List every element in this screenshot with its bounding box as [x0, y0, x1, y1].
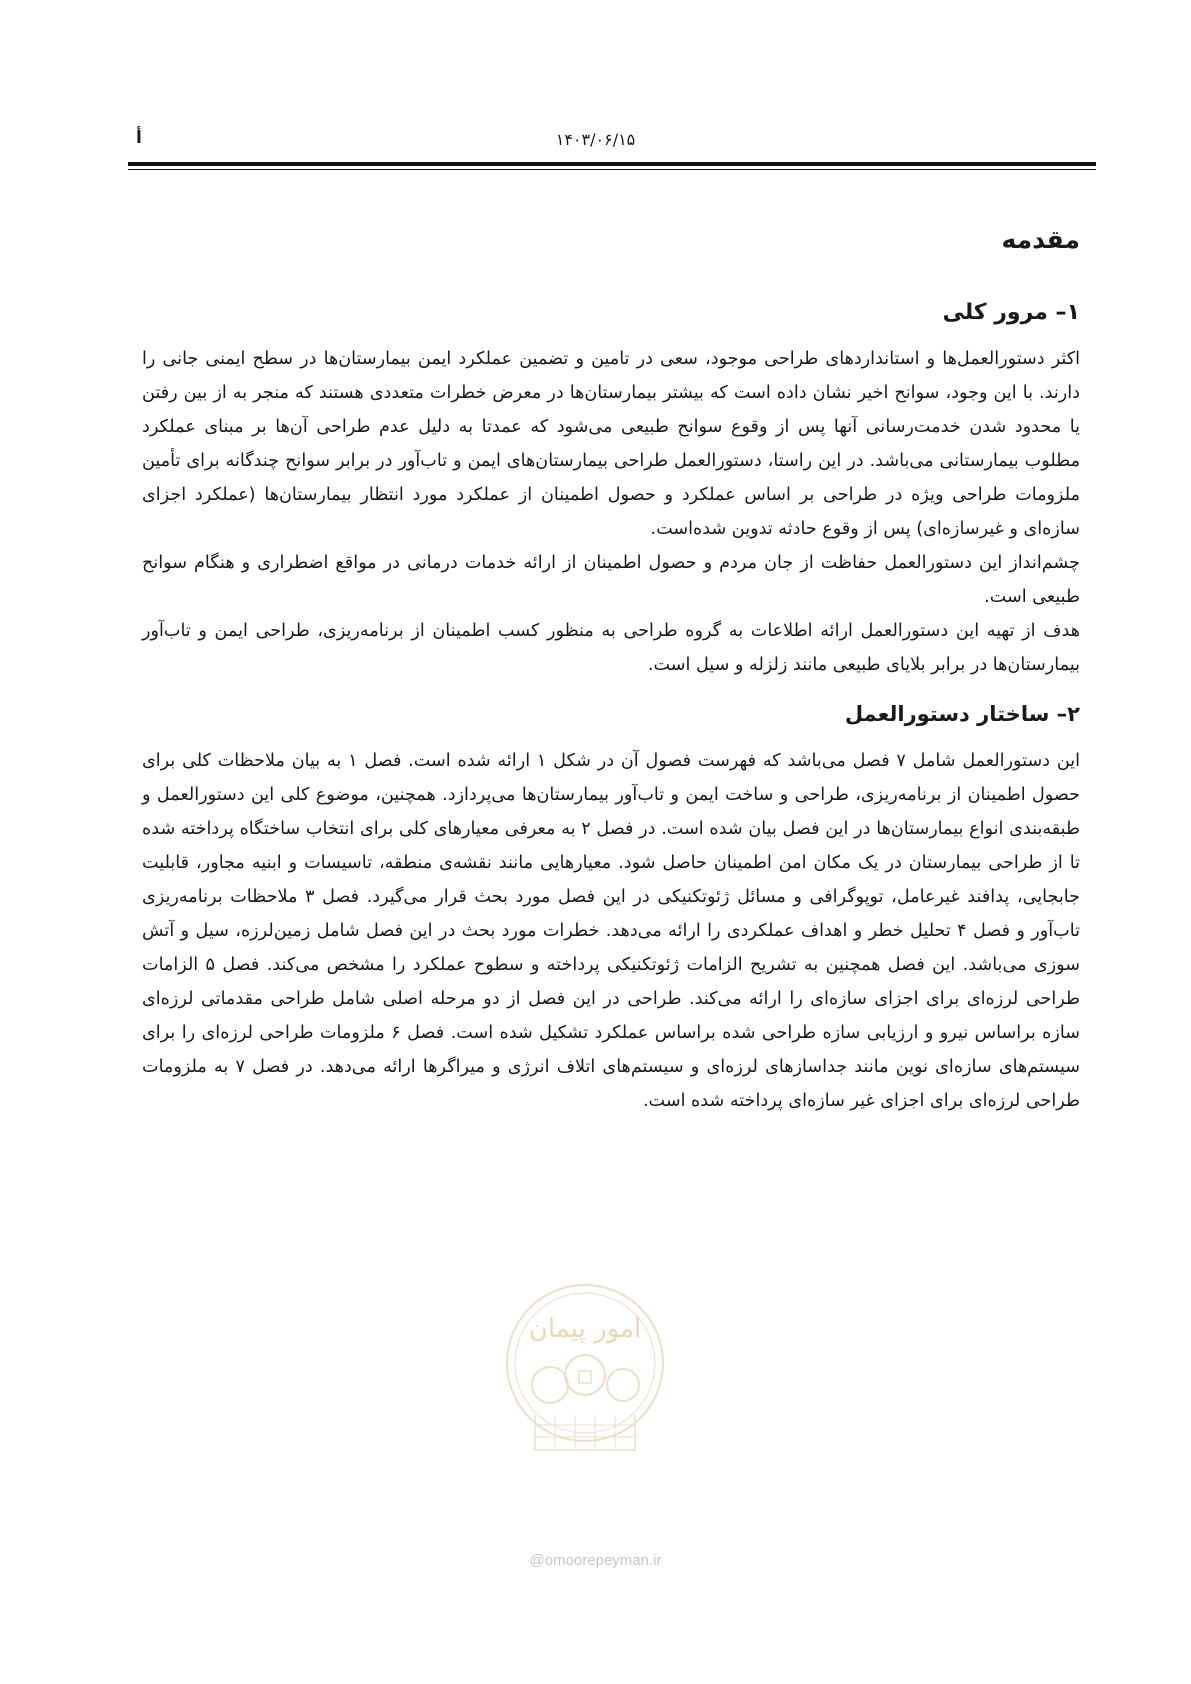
watermark-text: امور پیمان [528, 1314, 642, 1344]
page-number: أ [136, 128, 142, 148]
header-rule-thick [128, 162, 1096, 166]
watermark-url: @omoorepeyman.ir [529, 1552, 662, 1569]
main-heading: مقدمه [1001, 225, 1080, 254]
section-2-title: ۲– ساختار دستورالعمل [844, 702, 1080, 726]
section-1-paragraph-2: چشم‌انداز این دستورالعمل حفاظت از جان مردم و حصول اطمینان از ارائه خدمات درمانی در مواقع اضطراری و هنگام سوانح طبیعی است. [142, 553, 1080, 607]
section-1-paragraph-3: هدف از تهیه این دستورالعمل ارائه اطلاعات به گروه طراحی به منظور کسب اطمینان از برنامه‌ریزی، طراحی ایمن و تاب‌آور بیمارستان‌ها در برابر بلایای طبیعی مانند زلزله و سیل است. [142, 621, 1080, 675]
section-1-paragraph-1: اکثر دستورالعمل‌ها و استانداردهای طراحی موجود، سعی در تامین و تضمین عملکرد ایمن بیمارستان‌ها در سطح ایمنی جانی را دارند. با این وجود، سوانح اخیر نشان داده است که بیشتر بیمارستان‌ها در معرض خطرات متعددی هستند که منجر به از بین رفتن یا محدود شدن خدمت‌رسانی آنها پس از وقوع سوانح طبیعی می‌شود که عمدتا به دلیل عدم طراحی آن‌ها بر مبنای عملکرد مطلوب بیمارستانی می‌باشد. در این راستا، دستورالعمل طراحی بیمارستان‌های ایمن و تاب‌آور در برابر سوانح چندگانه برای تأمین ملزومات طراحی ویژه در طراحی بر اساس عملکرد و حصول اطمینان از عملکرد مورد انتظار بیمارستان‌ها (عملکرد اجزای سازه‌ای و غیرسازه‌ای) پس از وقوع حادثه تدوین شده‌است. [142, 349, 1080, 539]
watermark-logo [495, 1275, 675, 1475]
header-date: ۱۴۰۳/۰۶/۱۵ [555, 130, 636, 149]
document-body [142, 222, 1080, 1118]
header-rule-thin [128, 169, 1096, 170]
section-1-title: ۱– مرور کلی [942, 300, 1080, 325]
section-2-paragraph-1: این دستورالعمل شامل ۷ فصل می‌باشد که فهرست فصول آن در شکل ۱ ارائه شده است. فصل ۱ به بیان ملاحظات کلی برای حصول اطمینان از برنامه‌ریزی، طراحی و ساخت ایمن و تاب‌آور بیمارستان‌ها می‌پردازد. همچنین، موضوع کلی این دستورالعمل و طبقه‌بندی انواع بیمارستان‌ها در این فصل بیان شده است. در فصل ۲ به معرفی معیارهای کلی برای انتخاب ساختگاه پرداخته شده تا از طراحی بیمارستان در یک مکان امن اطمینان حاصل شود. معیارهایی مانند نقشه‌ی منطقه، تاسیسات و ابنیه مجاور، قابلیت جابجایی، پدافند غیرعامل، توپوگرافی و مسائل ژئوتکنیکی در این فصل مورد بحث قرار می‌گیرد. فصل ۳ ملاحظات برنامه‌ریزی تاب‌آور و فصل ۴ تحلیل خطر و اهداف عملکردی را ارائه می‌دهد. خطرات مورد بحث در این فصل شامل زمین‌لرزه، سیل و آتش سوزی می‌باشد. این فصل همچنین به تشریح الزامات ژئوتکنیکی پرداخته و سطوح عملکرد را مشخص می‌کند. فصل ۵ الزامات طراحی لرزه‌ای برای اجزای سازه‌ای را ارائه می‌کند. طراحی در این فصل از دو مرحله اصلی شامل طراحی مقدماتی لرزه‌ای سازه براساس نیرو و ارزیابی سازه طراحی شده براساس عملکرد تشکیل شده است. فصل ۶ ملزومات طراحی لرزه‌ای را برای سیستم‌های سازه‌ای نوین مانند جداسازهای لرزه‌ای و سیستم‌های اتلاف انرژی و میراگرها ارائه می‌دهد. در فصل ۷ به ملزومات طراحی لرزه‌ای برای اجزای غیر سازه‌ای پرداخته شده است. [142, 751, 1081, 1111]
